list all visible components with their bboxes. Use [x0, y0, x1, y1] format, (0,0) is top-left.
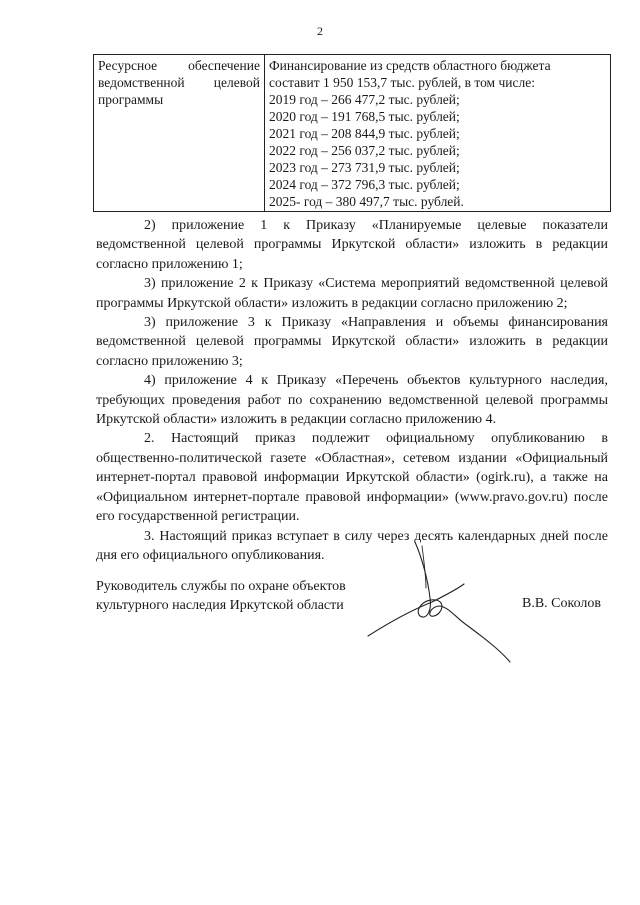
- paragraph-appendix-1: 2) приложение 1 к Приказу «Планируемые целевые показатели ведомственной целевой программы Иркутской области» изложить в редакции согласно приложению 1;: [96, 218, 608, 272]
- paragraph-appendix-3: 3) приложение 3 к Приказу «Направления и объемы финансирования ведомственной целевой программы Иркутской области» изложить в редакции согласно приложению 3;: [96, 315, 608, 369]
- table-label-cell: Ресурсное обеспечение ведомственной целевой программы: [94, 55, 265, 212]
- financing-year-2023: 2023 год – 273 731,9 тыс. рублей;: [269, 160, 460, 175]
- paragraph-publication: 2. Настоящий приказ подлежит официальному опубликованию в общественно-политической газете «Областная», сетевом издании «Официальный интернет-портал правовой информации Иркутской области» (ogirk.ru), а также на «Официальном интернет-портале правовой информации» (www.pravo.gov.ru) после его государственной регистрации.: [96, 431, 608, 525]
- paragraph-appendix-2: 3) приложение 2 к Приказу «Система мероприятий ведомственной целевой программы Иркутской области» изложить в редакции согласно приложению 2;: [96, 276, 608, 311]
- signer-position-line: Руководитель службы по охране объектов: [96, 579, 346, 594]
- document-body: [96, 216, 608, 565]
- financing-year-2021: 2021 год – 208 844,9 тыс. рублей;: [269, 126, 460, 141]
- financing-year-2020: 2020 год – 191 768,5 тыс. рублей;: [269, 109, 460, 124]
- financing-year-2022: 2022 год – 256 037,2 тыс. рублей;: [269, 143, 460, 158]
- table-row: [94, 55, 611, 212]
- financing-line: составит 1 950 153,7 тыс. рублей, в том числе:: [269, 75, 535, 90]
- financing-year-2019: 2019 год – 266 477,2 тыс. рублей;: [269, 92, 460, 107]
- paragraph-appendix-4: 4) приложение 4 к Приказу «Перечень объектов культурного наследия, требующих проведения работ по сохранению ведомственной целевой программы Иркутской области» изложить в редакции согласно приложению 4.: [96, 373, 608, 428]
- financing-line: Финансирование из средств областного бюджета: [269, 58, 551, 73]
- financing-year-2025: 2025- год – 380 497,7 тыс. рублей.: [269, 194, 464, 209]
- signer-position: [96, 577, 346, 615]
- table-value-cell: [265, 55, 611, 212]
- signer-name: В.В. Соколов: [522, 596, 602, 611]
- paragraph-effective-date: 3. Настоящий приказ вступает в силу через десять календарных дней после дня его официального опубликования.: [96, 528, 608, 563]
- financing-year-2024: 2024 год – 372 796,3 тыс. рублей;: [269, 177, 460, 192]
- resources-table: [93, 54, 611, 212]
- signer-position-line: культурного наследия Иркутской области: [96, 598, 344, 613]
- page-number: 2: [317, 24, 323, 38]
- handwritten-signature: [360, 540, 520, 665]
